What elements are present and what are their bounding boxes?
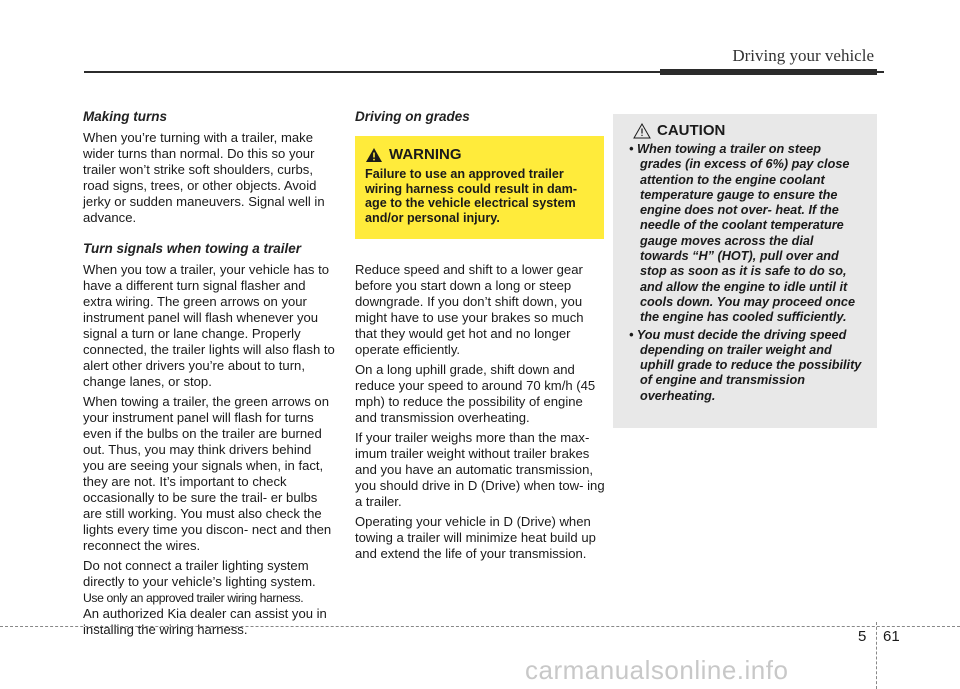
header-rule-accent (660, 69, 877, 75)
driving-on-grades-heading: Driving on grades (355, 109, 470, 124)
caution-box (613, 114, 877, 428)
warning-text: Failure to use an approved trailer wiring harness could result in dam- age to the vehicle electrical system and/or personal injury. (365, 167, 578, 225)
grades-paragraph-4: Operating your vehicle in D (Drive) when towing a trailer will minimize heat build up and extend the life of your transmission. (355, 514, 596, 561)
making-turns-heading: Making turns (83, 109, 168, 124)
warning-title: WARNING (389, 146, 462, 163)
caution-item: • When towing a trailer on steep grades (in excess of 6%) pay close attention to the engine coolant temperature gauge to ensure the engine does not over- heat. If the needle of the coolant temperature gauge moves across the dial towards “H” (HOT), pull over and stop as soon as it is safe to do so, and allow the engine to idle until it cools down. You may proceed once the engine has cooled sufficiently. (629, 142, 856, 325)
footer-rule (0, 626, 960, 627)
warning-triangle-icon (365, 147, 383, 163)
caution-header (633, 122, 865, 139)
watermark: carmanualsonline.info (525, 655, 789, 685)
turn-signals-paragraph-3a: Do not connect a trailer lighting system directly to your vehicle’s lighting system. (83, 558, 316, 589)
grades-paragraph-2: On a long uphill grade, shift down and reduce your speed to around 70 km/h (45 mph) to reduce the possibility of engine and transmission overheating. (355, 362, 596, 425)
turn-signals-paragraph-1: When you tow a trailer, your vehicle has to have a different turn signal flasher and extra wiring. The green arrows on your instrument panel will flash whenever you signal a turn or lane change. Properly connected, the trailer lights will also flash to alert other drivers you’re about to turn, change lanes, or stop. (83, 262, 335, 389)
page-number: 61 (883, 628, 900, 645)
caution-item: • You must decide the driving speed depending on trailer weight and uphill grade to reduce the possibility of engine and transmission overheating. (629, 327, 862, 403)
turn-signals-heading: Turn signals when towing a trailer (83, 241, 302, 256)
warning-header (365, 146, 594, 163)
left-column (83, 109, 335, 642)
grades-paragraph-1: Reduce speed and shift to a lower gear before you start down a long or steep downgrade. If you don’t shift down, you might have to use your brakes so much that they would get hot and no longer operate efficiently. (355, 262, 584, 357)
section-number: 5 (858, 628, 867, 645)
caution-triangle-icon (633, 123, 651, 139)
warning-box (355, 136, 604, 239)
section-title: Driving your vehicle (732, 46, 874, 65)
turn-signals-paragraph-3c: An authorized Kia dealer can assist you in installing the wiring harness. (83, 606, 327, 637)
caution-title: CAUTION (657, 122, 726, 139)
turn-signals-paragraph-3b: Use only an approved trailer wiring harness. (83, 591, 304, 605)
grades-paragraph-3: If your trailer weighs more than the max- imum trailer weight without trailer brakes and you have an automatic transmission, you should drive in D (Drive) when tow- ing a trailer. (355, 430, 605, 509)
turn-signals-paragraph-2: When towing a trailer, the green arrows on your instrument panel will flash for turns even if the bulbs on the trailer are burned out. Thus, you may think drivers behind you are seeing your signals when, in fact, they are not. It’s important to check occasionally to be sure the trail- er bulbs are still working. You must also check the lights every time you discon- nect and then reconnect the wires. (83, 394, 332, 553)
making-turns-paragraph: When you’re turning with a trailer, make wider turns than normal. Do this so your trailer won’t strike soft shoulders, curbs, road signs, trees, or other objects. Avoid jerky or sudden maneuvers. Signal well in advance. (83, 130, 325, 225)
page-separator (876, 622, 877, 689)
caution-list (629, 142, 865, 404)
